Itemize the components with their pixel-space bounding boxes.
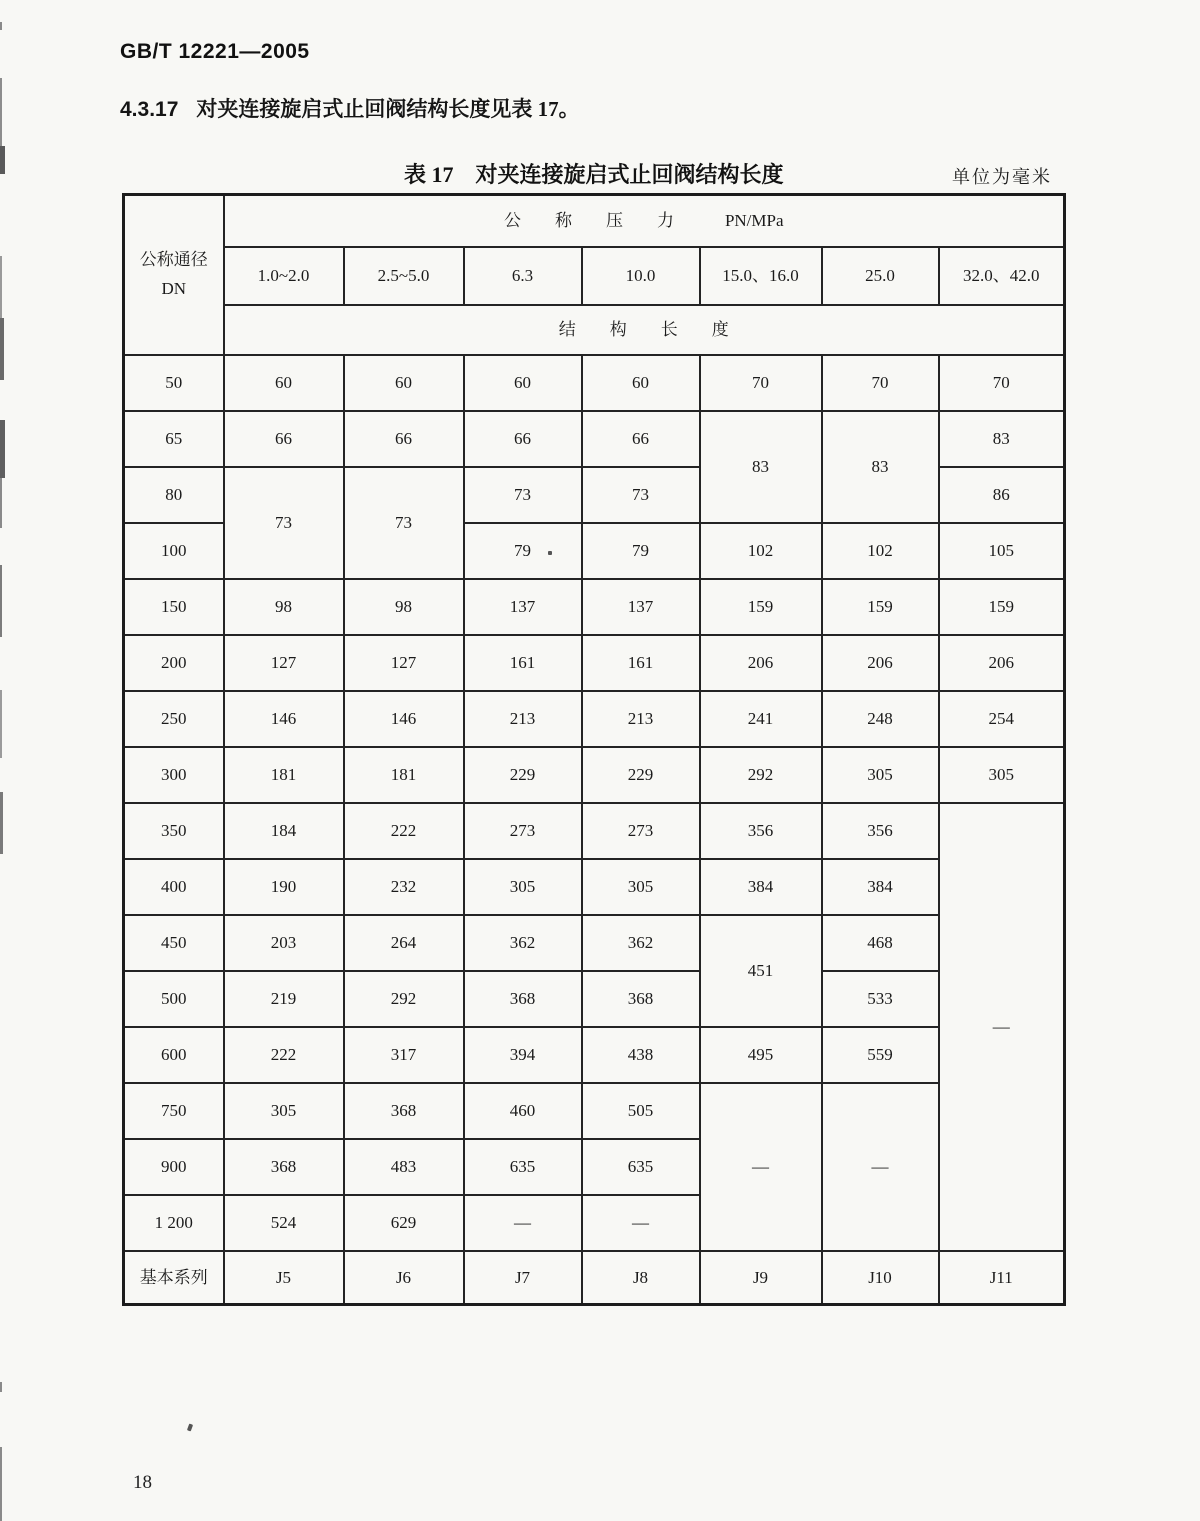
value-cell: 524	[224, 1195, 344, 1251]
dn-cell: 900	[124, 1139, 224, 1195]
dn-cell: 600	[124, 1027, 224, 1083]
dn-cell: 250	[124, 691, 224, 747]
scan-artifact	[0, 565, 2, 637]
value-cell: 206	[939, 635, 1065, 691]
value-cell: 102	[822, 523, 939, 579]
value-cell: 181	[344, 747, 464, 803]
basic-series-cell: J8	[582, 1251, 700, 1305]
value-cell: 203	[224, 915, 344, 971]
scan-artifact	[0, 318, 4, 380]
unit-note: 单位为毫米	[952, 167, 1052, 187]
corner-header-line1: 公称通径	[139, 249, 208, 269]
value-cell: 629	[344, 1195, 464, 1251]
value-cell: 127	[344, 635, 464, 691]
dn-cell: 80	[124, 467, 224, 523]
dash-cell: —	[700, 1083, 822, 1251]
table-title: 表 17 对夹连接旋启式止回阀结构长度	[404, 162, 784, 187]
value-cell: 73	[224, 467, 344, 579]
basic-series-cell: J5	[224, 1251, 344, 1305]
value-cell: 305	[582, 859, 700, 915]
value-cell: 83	[939, 411, 1065, 467]
value-cell: 159	[700, 579, 822, 635]
value-cell: 505	[582, 1083, 700, 1139]
dn-cell: 350	[124, 803, 224, 859]
value-cell: 161	[582, 635, 700, 691]
value-cell: 254	[939, 691, 1065, 747]
clause-number: 4.3.17	[120, 98, 179, 121]
value-cell: 60	[344, 355, 464, 411]
value-cell: 368	[344, 1083, 464, 1139]
value-cell: 222	[224, 1027, 344, 1083]
value-cell: 181	[224, 747, 344, 803]
value-cell: 213	[582, 691, 700, 747]
pressure-col-header: 6.3	[464, 247, 582, 305]
value-cell: 222	[344, 803, 464, 859]
value-cell: 70	[822, 355, 939, 411]
structure-length-table	[122, 193, 1066, 1306]
value-cell: 495	[700, 1027, 822, 1083]
value-cell: 190	[224, 859, 344, 915]
scan-artifact	[0, 146, 5, 174]
value-cell: 241	[700, 691, 822, 747]
dash-cell: —	[582, 1195, 700, 1251]
value-cell: 206	[822, 635, 939, 691]
dash-cell: —	[822, 1083, 939, 1251]
value-cell: 362	[464, 915, 582, 971]
clause-text	[120, 93, 580, 123]
scan-artifact	[0, 420, 5, 478]
dn-cell: 400	[124, 859, 224, 915]
corner-header-cell	[124, 195, 224, 355]
value-cell: 368	[224, 1139, 344, 1195]
value-cell: 248	[822, 691, 939, 747]
value-cell: 368	[464, 971, 582, 1027]
value-cell: 159	[822, 579, 939, 635]
value-cell: 305	[224, 1083, 344, 1139]
value-cell: 146	[224, 691, 344, 747]
value-cell: 635	[464, 1139, 582, 1195]
value-cell: 127	[224, 635, 344, 691]
value-cell: 159	[939, 579, 1065, 635]
value-cell: 460	[464, 1083, 582, 1139]
scan-artifact	[0, 792, 3, 854]
corner-header-line2: DN	[161, 278, 187, 298]
dash-cell: —	[939, 803, 1065, 1251]
scan-artifact	[0, 1447, 2, 1521]
value-cell: 60	[224, 355, 344, 411]
value-cell: 219	[224, 971, 344, 1027]
basic-series-cell: J11	[939, 1251, 1065, 1305]
dn-cell: 100	[124, 523, 224, 579]
value-cell: 66	[344, 411, 464, 467]
value-cell: 438	[582, 1027, 700, 1083]
value-cell: 161	[464, 635, 582, 691]
scan-artifact	[0, 78, 2, 146]
dn-cell: 500	[124, 971, 224, 1027]
scan-speck	[187, 1424, 193, 1432]
value-cell: 559	[822, 1027, 939, 1083]
value-cell: 60	[464, 355, 582, 411]
value-cell: 384	[700, 859, 822, 915]
value-cell: 533	[822, 971, 939, 1027]
pressure-col-header: 15.0、16.0	[700, 247, 822, 305]
value-cell: 305	[464, 859, 582, 915]
clause-body: 对夹连接旋启式止回阀结构长度见表 17。	[196, 97, 580, 121]
pressure-col-header: 1.0~2.0	[224, 247, 344, 305]
value-cell: 273	[464, 803, 582, 859]
basic-series-cell: J7	[464, 1251, 582, 1305]
value-cell: 483	[344, 1139, 464, 1195]
basic-series-cell: J9	[700, 1251, 822, 1305]
dn-cell: 750	[124, 1083, 224, 1139]
value-cell: 264	[344, 915, 464, 971]
value-cell: 102	[700, 523, 822, 579]
scan-artifact	[0, 256, 2, 318]
value-cell: 356	[700, 803, 822, 859]
value-cell: 60	[582, 355, 700, 411]
dash-cell: —	[464, 1195, 582, 1251]
value-cell: 206	[700, 635, 822, 691]
basic-series-label-cell: 基本系列	[124, 1251, 224, 1305]
pressure-header-cell: 公 称 压 力 PN/MPa	[224, 195, 1065, 247]
value-cell: 468	[822, 915, 939, 971]
value-cell: 635	[582, 1139, 700, 1195]
value-cell: 105	[939, 523, 1065, 579]
value-cell: 384	[822, 859, 939, 915]
pressure-col-header: 10.0	[582, 247, 700, 305]
page-number: 18	[133, 1472, 152, 1493]
value-cell: 73	[464, 467, 582, 523]
basic-series-cell: J6	[344, 1251, 464, 1305]
value-cell: 79	[582, 523, 700, 579]
pressure-col-header: 32.0、42.0	[939, 247, 1065, 305]
value-cell: 98	[344, 579, 464, 635]
value-cell: 184	[224, 803, 344, 859]
value-cell: 305	[939, 747, 1065, 803]
value-cell: 213	[464, 691, 582, 747]
value-cell: 86	[939, 467, 1065, 523]
dn-cell: 300	[124, 747, 224, 803]
value-cell: 83	[822, 411, 939, 523]
pressure-col-header: 2.5~5.0	[344, 247, 464, 305]
scan-artifact	[0, 690, 2, 758]
value-cell: 66	[582, 411, 700, 467]
standard-code: GB/T 12221—2005	[120, 40, 310, 63]
value-cell: 232	[344, 859, 464, 915]
value-cell: 137	[464, 579, 582, 635]
pressure-col-header: 25.0	[822, 247, 939, 305]
value-cell: 292	[700, 747, 822, 803]
value-cell: 83	[700, 411, 822, 523]
value-cell: 98	[224, 579, 344, 635]
value-cell: 137	[582, 579, 700, 635]
value-cell: 394	[464, 1027, 582, 1083]
value-cell: 229	[464, 747, 582, 803]
scan-artifact	[0, 1382, 2, 1392]
value-cell: 317	[344, 1027, 464, 1083]
value-cell: 70	[939, 355, 1065, 411]
scan-artifact	[0, 478, 2, 528]
value-cell: 79	[464, 523, 582, 579]
value-cell: 229	[582, 747, 700, 803]
dn-cell: 200	[124, 635, 224, 691]
value-cell: 66	[224, 411, 344, 467]
value-cell: 451	[700, 915, 822, 1027]
value-cell: 305	[822, 747, 939, 803]
basic-series-cell: J10	[822, 1251, 939, 1305]
value-cell: 73	[344, 467, 464, 579]
value-cell: 66	[464, 411, 582, 467]
dn-cell: 450	[124, 915, 224, 971]
dn-cell: 1 200	[124, 1195, 224, 1251]
value-cell: 73	[582, 467, 700, 523]
value-cell: 362	[582, 915, 700, 971]
length-header-cell: 结 构 长 度	[224, 305, 1065, 355]
value-cell: 368	[582, 971, 700, 1027]
value-cell: 70	[700, 355, 822, 411]
value-cell: 292	[344, 971, 464, 1027]
scan-artifact	[0, 22, 2, 30]
value-cell: 273	[582, 803, 700, 859]
value-cell: 356	[822, 803, 939, 859]
dn-cell: 50	[124, 355, 224, 411]
value-cell: 146	[344, 691, 464, 747]
dn-cell: 65	[124, 411, 224, 467]
dn-cell: 150	[124, 579, 224, 635]
